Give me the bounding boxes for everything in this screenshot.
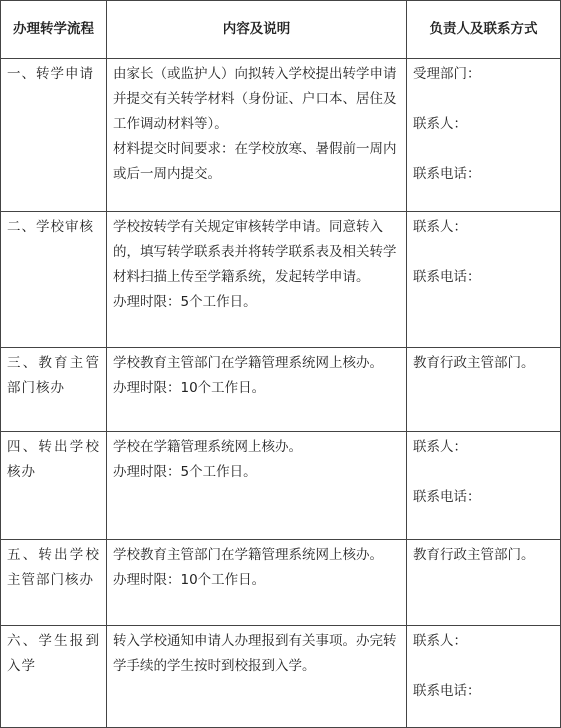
table-row bbox=[1, 432, 561, 540]
step-cell: 四、转出学校核办 bbox=[1, 432, 107, 540]
step-cell: 六、学生报到入学 bbox=[1, 626, 107, 728]
content-paragraph: 办理时限：5个工作日。 bbox=[113, 464, 257, 480]
step-cell: 二、学校审核 bbox=[1, 212, 107, 348]
content-cell bbox=[107, 626, 407, 728]
contact-cell bbox=[407, 626, 561, 728]
contact-line: 受理部门： bbox=[413, 66, 481, 82]
contact-line: 联系电话： bbox=[413, 269, 481, 285]
contact-cell bbox=[407, 212, 561, 348]
content-paragraph: 学校在学籍管理系统网上核办。 bbox=[113, 439, 302, 455]
contact-cell bbox=[407, 59, 561, 212]
content-cell bbox=[107, 212, 407, 348]
header-process: 办理转学流程 bbox=[1, 1, 107, 59]
table-row bbox=[1, 348, 561, 432]
step-cell: 三、教育主管部门核办 bbox=[1, 348, 107, 432]
header-row bbox=[1, 1, 561, 59]
content-paragraph: 学校教育主管部门在学籍管理系统网上核办。 bbox=[113, 547, 383, 563]
header-content: 内容及说明 bbox=[107, 1, 407, 59]
table-row bbox=[1, 626, 561, 728]
content-cell bbox=[107, 540, 407, 626]
content-paragraph: 学校按转学有关规定审核转学申请。同意转入的，填写转学联系表并将转学联系表及相关转学材料扫描上传至学籍系统，发起转学申请。 bbox=[113, 219, 397, 285]
header-contact: 负责人及联系方式 bbox=[407, 1, 561, 59]
content-paragraph: 由家长（或监护人）向拟转入学校提出转学申请并提交有关转学材料（身份证、户口本、居住及工作调动材料等）。 bbox=[113, 66, 397, 132]
content-cell bbox=[107, 59, 407, 212]
contact-line: 联系电话： bbox=[413, 683, 481, 699]
contact-line: 联系人： bbox=[413, 116, 467, 132]
content-cell bbox=[107, 348, 407, 432]
content-paragraph: 办理时限：10个工作日。 bbox=[113, 380, 266, 396]
content-cell bbox=[107, 432, 407, 540]
content-paragraph: 材料提交时间要求：在学校放寒、暑假前一周内或后一周内提交。 bbox=[113, 141, 397, 182]
contact-line: 联系人： bbox=[413, 633, 467, 649]
contact-line: 联系电话： bbox=[413, 489, 481, 505]
contact-line: 联系电话： bbox=[413, 166, 481, 182]
table-row bbox=[1, 212, 561, 348]
table-row bbox=[1, 59, 561, 212]
contact-cell bbox=[407, 348, 561, 432]
contact-line: 教育行政主管部门。 bbox=[413, 355, 535, 371]
table-row bbox=[1, 540, 561, 626]
contact-cell bbox=[407, 432, 561, 540]
contact-line: 联系人： bbox=[413, 219, 467, 235]
content-paragraph: 学校教育主管部门在学籍管理系统网上核办。 bbox=[113, 355, 383, 371]
step-cell: 一、转学申请 bbox=[1, 59, 107, 212]
contact-cell bbox=[407, 540, 561, 626]
content-paragraph: 办理时限：10个工作日。 bbox=[113, 572, 266, 588]
content-paragraph: 转入学校通知申请人办理报到有关事项。办完转学手续的学生按时到校报到入学。 bbox=[113, 633, 397, 674]
contact-line: 教育行政主管部门。 bbox=[413, 547, 535, 563]
contact-line: 联系人： bbox=[413, 439, 467, 455]
step-cell: 五、转出学校主管部门核办 bbox=[1, 540, 107, 626]
content-paragraph: 办理时限：5个工作日。 bbox=[113, 294, 257, 310]
